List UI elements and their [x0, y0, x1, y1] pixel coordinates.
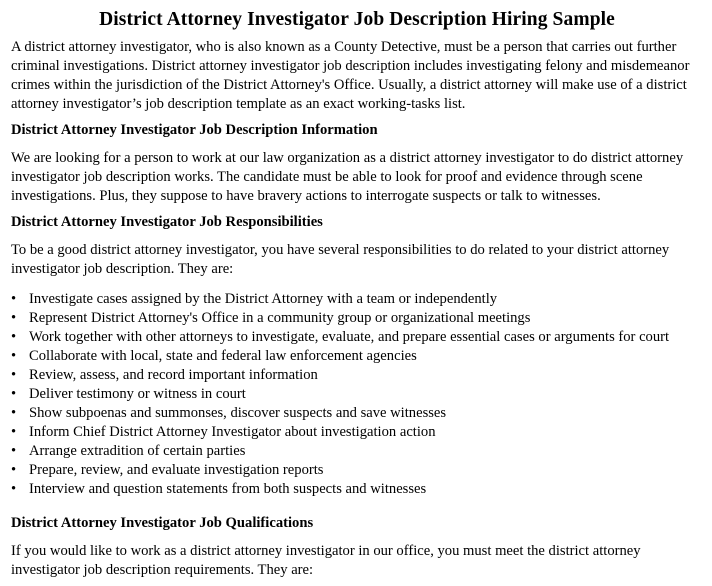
information-heading: District Attorney Investigator Job Description Information [11, 122, 378, 138]
list-item [11, 366, 703, 385]
bullet-icon: • [11, 329, 17, 345]
bullet-icon: • [11, 481, 17, 497]
bullet-icon: • [11, 386, 17, 402]
list-item [11, 328, 703, 347]
list-item [11, 404, 703, 423]
bullet-icon: • [11, 405, 17, 421]
list-item [11, 309, 703, 328]
bullet-icon: • [11, 291, 17, 307]
list-item [11, 290, 703, 309]
list-item-text: Show subpoenas and summonses, discover suspects and save witnesses [29, 405, 447, 421]
list-item-text: Work together with other attorneys to investigate, evaluate, and prepare essential cases or arguments for court [29, 329, 670, 345]
list-item-text: Investigate cases assigned by the District Attorney with a team or independently [29, 291, 498, 307]
responsibilities-paragraph: To be a good district attorney investigator, you have several responsibilities to do related to your district attorney investigator job description. They are: [11, 242, 670, 277]
list-item-text: Arrange extradition of certain parties [29, 443, 246, 459]
list-item [11, 480, 703, 499]
responsibilities-list [11, 290, 703, 499]
list-item-text: Interview and question statements from both suspects and witnesses [29, 481, 427, 497]
list-item-text: Prepare, review, and evaluate investigation reports [29, 462, 324, 478]
list-item-text: Review, assess, and record important information [29, 367, 318, 383]
bullet-icon: • [11, 462, 17, 478]
information-paragraph: We are looking for a person to work at our law organization as a district attorney investigator to do district attorney investigator job description works. The candidate must be able to look for proof and evidence through scene investigations. Plus, they suppose to have bravery actions to interrogate suspects or talk to witnesses. [11, 150, 684, 204]
qualifications-paragraph: If you would like to work as a district attorney investigator in our office, you must meet the district attorney investigator job description requirements. They are: [11, 543, 641, 578]
bullet-icon: • [11, 310, 17, 326]
responsibilities-heading: District Attorney Investigator Job Responsibilities [11, 214, 323, 230]
list-item [11, 461, 703, 480]
list-item [11, 347, 703, 366]
bullet-icon: • [11, 424, 17, 440]
list-item-text: Represent District Attorney's Office in a community group or organizational meetings [29, 310, 531, 326]
list-item-text: Inform Chief District Attorney Investigator about investigation action [29, 424, 436, 440]
page-title: District Attorney Investigator Job Description Hiring Sample [99, 9, 615, 30]
bullet-icon: • [11, 367, 17, 383]
list-item [11, 385, 703, 404]
bullet-icon: • [11, 443, 17, 459]
qualifications-heading: District Attorney Investigator Job Qualifications [11, 515, 314, 531]
list-item [11, 442, 703, 461]
list-item-text: Collaborate with local, state and federal law enforcement agencies [29, 348, 417, 364]
list-item-text: Deliver testimony or witness in court [29, 386, 246, 402]
intro-paragraph: A district attorney investigator, who is also known as a County Detective, must be a person that carries out further criminal investigations. District attorney investigator job description includes investigating felony and misdemeanor crimes within the jurisdiction of the District Attorney's Office. Usually, a district attorney will make use of a district attorney investigator’s job description template as an exact working-tasks list. [11, 39, 690, 112]
bullet-icon: • [11, 348, 17, 364]
list-item [11, 423, 703, 442]
